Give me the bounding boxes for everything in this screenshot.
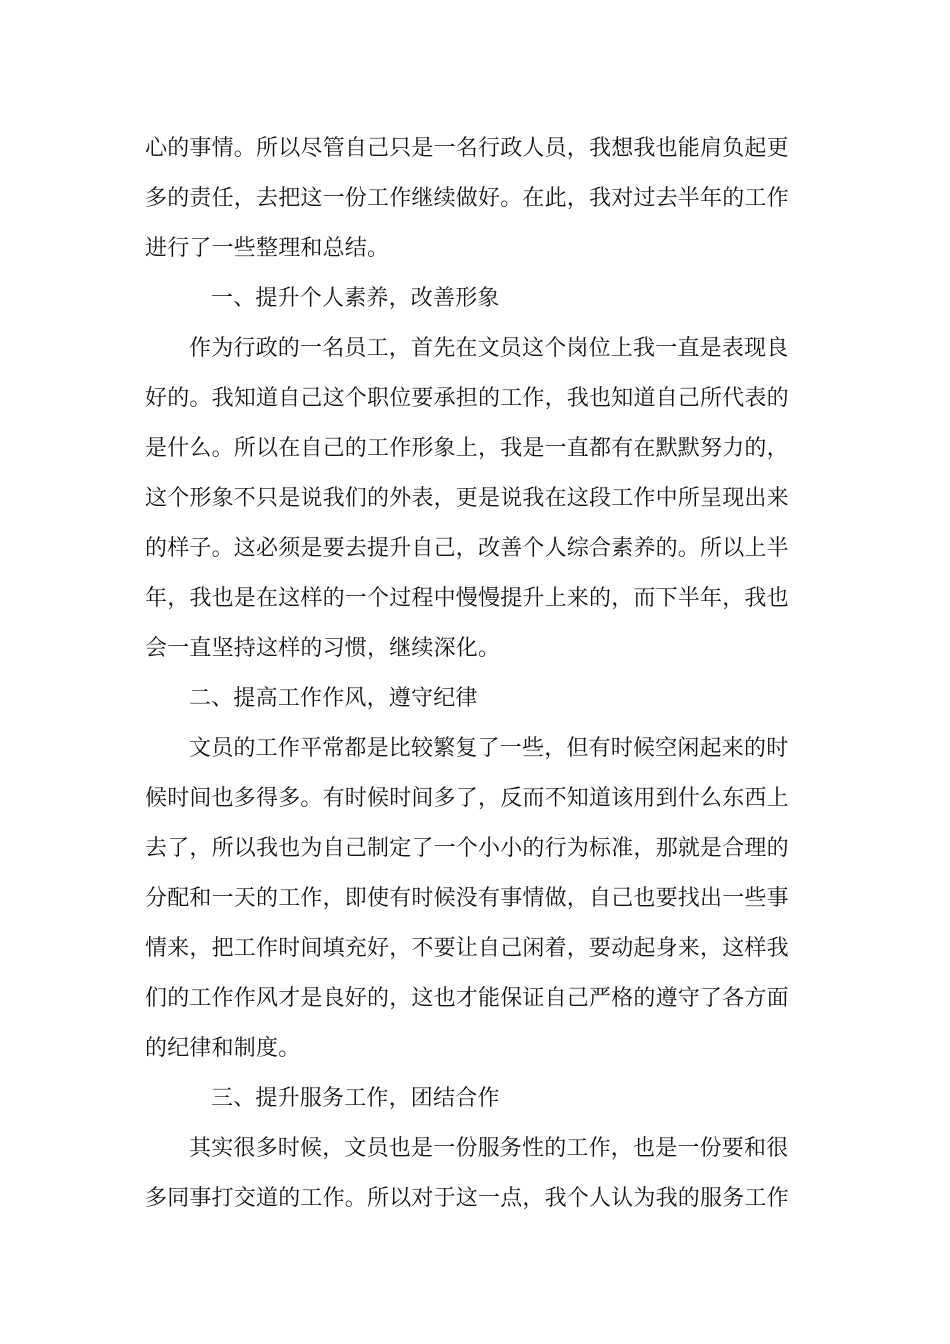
text-line: 情来，把工作时间填充好，不要让自己闲着，要动起身来，这样我 <box>145 936 789 961</box>
text-line: 好的。我知道自己这个职位要承担的工作，我也知道自己所代表的 <box>145 386 789 411</box>
text-line: 年，我也是在这样的一个过程中慢慢提升上来的，而下半年，我也 <box>145 586 789 611</box>
paragraph-first-line: 其实很多时候，文员也是一份服务性的工作，也是一份要和很 <box>189 1136 789 1161</box>
text-line: 分配和一天的工作，即使有时候没有事情做，自己也要找出一些事 <box>145 886 789 911</box>
text-line: 这个形象不只是说我们的外表，更是说我在这段工作中所呈现出来 <box>145 486 789 511</box>
text-line: 的样子。这必须是要去提升自己，改善个人综合素养的。所以上半 <box>145 536 789 561</box>
paragraph-first-line: 文员的工作平常都是比较繁复了一些，但有时候空闲起来的时 <box>189 736 789 761</box>
text-line: 会一直坚持这样的习惯，继续深化。 <box>145 636 501 661</box>
section-heading-1: 一、提升个人素养，改善形象 <box>211 286 500 311</box>
section-heading-2: 二、提高工作作风，遵守纪律 <box>189 686 478 711</box>
text-line: 心的事情。所以尽管自己只是一名行政人员，我想我也能肩负起更 <box>145 136 789 161</box>
text-line: 的纪律和制度。 <box>145 1036 301 1061</box>
text-line: 进行了一些整理和总结。 <box>145 236 390 261</box>
text-line: 多同事打交道的工作。所以对于这一点，我个人认为我的服务工作 <box>145 1186 789 1211</box>
text-line: 是什么。所以在自己的工作形象上，我是一直都有在默默努力的， <box>145 436 789 461</box>
text-line: 多的责任，去把这一份工作继续做好。在此，我对过去半年的工作 <box>145 186 789 211</box>
text-line: 候时间也多得多。有时候时间多了，反而不知道该用到什么东西上 <box>145 786 789 811</box>
text-line: 去了，所以我也为自己制定了一个小小的行为标准，那就是合理的 <box>145 836 789 861</box>
section-heading-3: 三、提升服务工作，团结合作 <box>211 1086 500 1111</box>
paragraph-first-line: 作为行政的一名员工，首先在文员这个岗位上我一直是表现良 <box>189 336 789 361</box>
document-body <box>145 124 815 1224</box>
text-line: 们的工作作风才是良好的，这也才能保证自己严格的遵守了各方面 <box>145 986 789 1011</box>
